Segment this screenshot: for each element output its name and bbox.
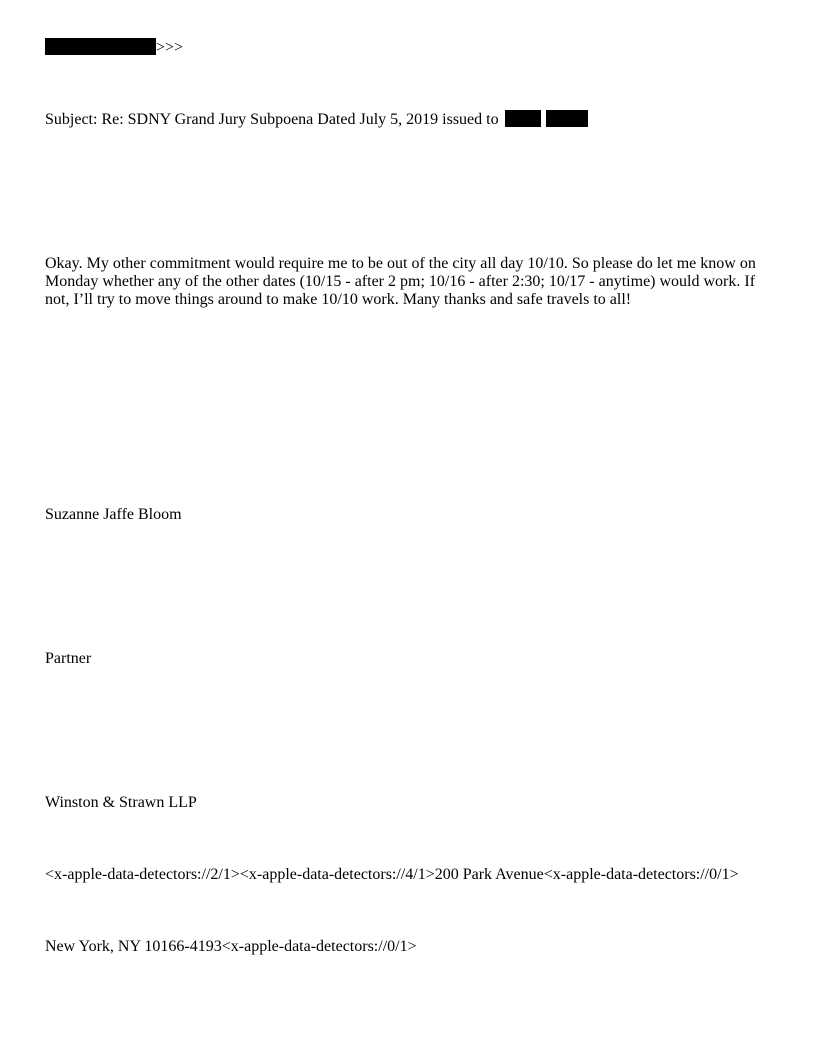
from-line [45,38,183,57]
email-body: Okay. My other commitment would require me to be out of the city all day 10/10. So please do let me know on Monday whether any of the other dates (10/15 - after 2 pm; 10/16 - after 2:30; 10/17 - anytime) would work. If not, I’ll try to move things around to make 10/10 work. Many thanks and safe travels to all! [45,255,756,308]
redacted-sender [45,38,156,55]
subject-line [45,110,588,129]
signature-city: New York, NY 10166-4193<x-apple-data-detectors://0/1> [45,938,417,955]
signature-title: Partner [45,650,92,667]
signature-firm: Winston & Strawn LLP [45,794,197,811]
from-trailing-text: >>> [156,39,184,56]
signature-name: Suzanne Jaffe Bloom [45,506,182,523]
subject-text: Subject: Re: SDNY Grand Jury Subpoena Dated July 5, 2019 issued to [45,111,499,128]
redacted-last-name [546,110,588,127]
signature-address: <x-apple-data-detectors://2/1><x-apple-data-detectors://4/1>200 Park Avenue<x-apple-data-detectors://0/1> [45,866,739,883]
redacted-first-name [505,110,541,127]
